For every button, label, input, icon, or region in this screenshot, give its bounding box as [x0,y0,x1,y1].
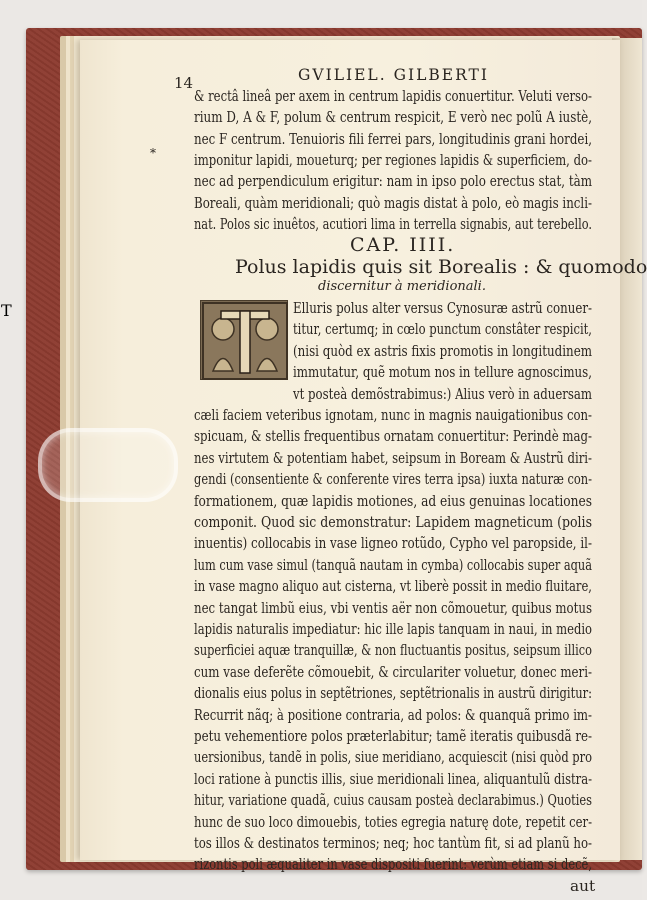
text-line: loci ratione à punctis illis, siue meridionali linea, aliquantulũ distra- [194,769,592,788]
chapter-subtitle: discernitur à meridionali. [318,279,486,294]
text-line: rium D, A & F, polum & centrum respicit, E verò nec polũ A iustè, [194,108,592,127]
text-line: componit. Quod sic demonstratur: Lapidem magneticum (polis [194,513,592,531]
text-line: tos illos & destinatos terminos; neq; hoc tantùm fit, si ad planũ ho- [194,834,592,852]
text-line: imponitur lapidi, moueturq; per regiones lapidis & superficiem, do- [194,150,592,169]
decorated-initial-t [1,300,288,380]
text-line: inuentis) collocabis in vase ligneo rotũdo, Cypho vel paropside, il- [194,534,592,553]
page-holder-clip [38,428,178,502]
text-line: spicuam, & stellis frequentibus ornatam conuertitur: Perindè mag- [194,427,592,446]
text-line: nat. Polos sic inuêtos, acutiori lima in terrella signabis, aut terebello. [194,214,592,233]
text-line: vt posteà demõstrabimus:) Alius verò in aduersam [293,384,592,403]
chapter-title: Polus lapidis quis sit Borealis : & quomodo [235,256,647,278]
text-line: nec F centrum. Tenuioris fili ferrei pars, longitudinis grani hordei, [194,129,592,148]
text-line: hitur, variatione quadã, cuius causam posteà declarabimus.) Quoties [194,791,592,810]
text-line: Elluris polus alter versus Cynosuræ astrũ conuer- [293,299,592,317]
text-line: lapidis naturalis impediatur: hic ille lapis tanquam in naui, in medio [194,620,592,638]
text-line: rizontis poli æqualiter in vase dispositi fuerint: verùm etiam si decẽ, [194,855,592,874]
running-head: GVILIEL. GILBERTI [298,66,489,84]
chapter-number: CAP. IIII. [350,234,456,256]
ornament-icon [201,301,289,381]
text-line: (nisi quòd ex astris fixis promotis in longitudinem [293,341,592,360]
text-line: nec tangat limbũ eius, vbi ventis aër non cõmouetur, quibus motus [194,598,592,617]
text-line: Recurrit nãq; à positione contraria, ad polos: & quanquã primo im- [194,705,592,724]
text-line: hunc de suo loco dimouebis, toties egregia naturę dote, repetit cer- [194,812,592,831]
text-line: nec ad perpendiculum erigitur: nam in ipso polo erectus stat, tàm [194,172,592,191]
text-line: formationem, quæ lapidis motiones, ad eius genuinas locationes [194,491,592,510]
text-line: in vase magno aliquo aut cisterna, vt liberè possit in medio fluitare, [194,577,592,596]
text-line: superficiei aquæ tranquillæ, & non fluctuantis positus, seipsum illico [194,641,592,660]
text-line: gendi (consentiente & conferente vires terra ipsa) iuxta naturæ con- [194,470,592,489]
text-line: Boreali, quàm meridionali; quò magis distat à polo, eò magis incli- [194,193,592,212]
page-number: 14 [174,74,194,92]
text-line: cum vase deferẽte cõmouebit, & circulariter voluetur, donec meri- [194,662,592,681]
text-line: aut [570,876,596,895]
text-line: titur, certumq; in cœlo punctum constâter respicit, [293,320,592,339]
text-line: cæli faciem veteribus ignotam, nunc in magnis nauigationibus con- [194,406,592,424]
text-line: lum cum vase simul (tanquã nautam in cymba) collocabis super aquã [194,555,592,574]
text-line: & rectâ lineâ per axem in centrum lapidis conuertitur. Veluti verso- [194,87,592,105]
text-line: petu vehementiore polos præterlabitur; tamẽ iteratis quibusdã re- [194,727,592,745]
marginal-asterisk: * [150,146,156,160]
text-line: uersionibus, tandẽ in polis, siue meridiano, acquiescit (nisi quòd pro [194,748,592,767]
text-line: dionalis eius polus in septẽtriones, septẽtrionalis in austrũ dirigitur: [194,684,592,703]
text-line: nes virtutem & potentiam habet, seipsum in Boream & Austrũ diri- [194,448,592,467]
text-line: immutatur, quẽ motum nos in tellure agnoscimus, [293,363,592,382]
initial-letter: T [1,301,12,320]
